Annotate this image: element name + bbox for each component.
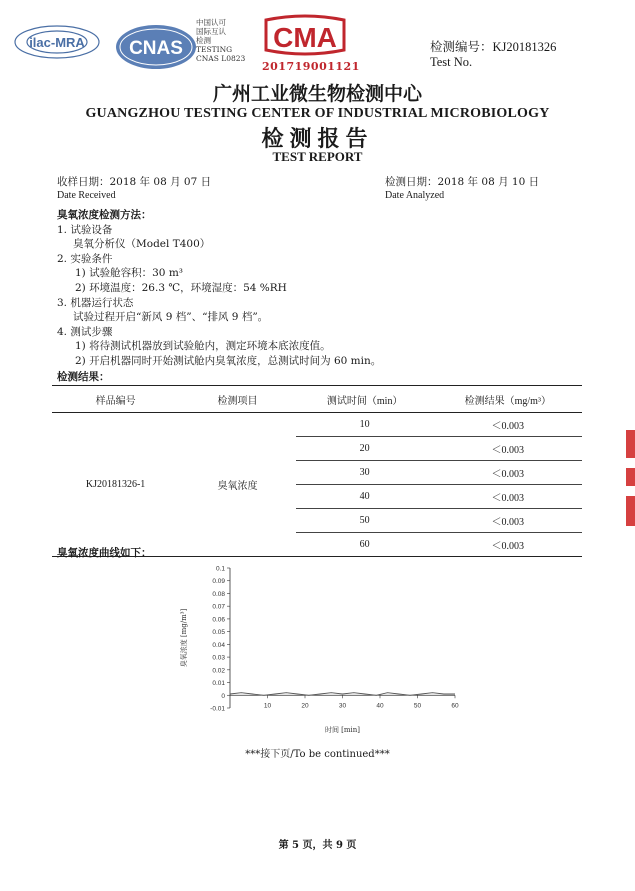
test-time: 60: [296, 533, 434, 557]
test-time: 30: [296, 461, 434, 485]
x-tick-label: 60: [451, 702, 459, 710]
ozone-concentration-chart: [170, 560, 470, 740]
test-no-label-en: Test No.: [430, 55, 473, 69]
test-no-label: 检测编号：: [430, 39, 493, 54]
x-tick-label: 40: [376, 702, 384, 710]
y-tick-label: 0.03: [212, 654, 225, 662]
date-analyzed-en: Date Analyzed: [385, 190, 445, 201]
test-no-value: KJ20181326: [492, 40, 557, 54]
page-number: 第 5 页，共 9 页: [278, 840, 357, 851]
y-tick-label: -0.01: [210, 705, 225, 713]
y-tick-label: 0.02: [212, 667, 225, 675]
x-tick-label: 50: [413, 702, 422, 710]
cma-text: CMA: [273, 22, 337, 53]
cnas-caption-line: 国际互认: [196, 27, 226, 36]
ilac-text: ilac-MRA: [29, 35, 85, 50]
test-time: 50: [296, 509, 434, 533]
method-detail: 1) 试验舱容积：30 m³: [75, 267, 183, 280]
date-received: [57, 176, 211, 202]
method-step: 3. 机器运行状态: [57, 296, 134, 309]
test-time: 20: [296, 437, 434, 461]
curve-heading: 臭氧浓度曲线如下：: [57, 547, 152, 559]
y-tick-label: 0.05: [212, 629, 225, 637]
org-title-en: GUANGZHOU TESTING CENTER OF INDUSTRIAL MICROBIOLOGY: [85, 106, 550, 121]
table-header-row: [52, 386, 582, 413]
table-row: [52, 413, 582, 437]
method-detail: 1) 将待测试机器放到试验舱内，测定环境本底浓度值。: [75, 340, 331, 353]
y-tick-label: 0.04: [212, 641, 225, 649]
cma-number: 201719001121: [262, 60, 360, 73]
column-header: 测试时间（min）: [296, 386, 434, 413]
y-tick-label: 0: [221, 692, 225, 700]
cnas-text: CNAS: [129, 38, 183, 59]
report-title-en: TEST REPORT: [272, 149, 363, 164]
x-tick-label: 20: [301, 702, 309, 710]
cnas-caption: [196, 18, 256, 63]
cnas-caption-line: 中国认可: [196, 18, 226, 27]
method-detail: 2) 开启机器同时开始测试舱内臭氧浓度，总测试时间为 60 min。: [75, 354, 382, 367]
column-header: 样品编号: [52, 386, 179, 413]
method-detail: 试验过程开启“新风 9 档”、“排风 9 档”。: [73, 311, 269, 324]
stamp-edge: [626, 430, 635, 540]
test-result: ＜0.003: [434, 485, 582, 509]
method-step: 1. 试验设备: [57, 223, 113, 236]
y-tick-label: 0.09: [212, 578, 225, 586]
test-time: 10: [296, 413, 434, 437]
org-title-cn: 广州工业微生物检测中心: [212, 83, 422, 105]
date-received-cn: 收样日期：2018 年 08 月 07 日: [57, 176, 212, 188]
method-heading: 臭氧浓度检测方法：: [57, 209, 152, 221]
date-received-en: Date Received: [57, 190, 116, 201]
date-analyzed: [385, 176, 539, 202]
cnas-caption-line: CNAS L0823: [196, 54, 246, 63]
column-header: 检测项目: [179, 386, 296, 413]
method-detail: 2) 环境温度：26.3 ℃，环境湿度：54 %RH: [75, 281, 287, 294]
continued-note: ***接下页/To be continued***: [245, 749, 390, 760]
test-result: ＜0.003: [434, 437, 582, 461]
x-tick-label: 30: [338, 702, 347, 710]
report-title-cn: 检测报告: [261, 126, 374, 152]
cnas-logo: [115, 22, 197, 72]
test-result: ＜0.003: [434, 461, 582, 485]
method-detail: 臭氧分析仪（Model T400）: [73, 238, 211, 251]
cnas-caption-line: TESTING: [196, 45, 233, 54]
test-result: ＜0.003: [434, 509, 582, 533]
test-time: 40: [296, 485, 434, 509]
column-header: 检测结果（mg/m³）: [434, 386, 582, 413]
test-result: ＜0.003: [434, 413, 582, 437]
y-tick-label: 0.1: [215, 565, 225, 573]
x-axis-label: 时间 [min]: [324, 726, 361, 734]
y-tick-label: 0.07: [212, 603, 225, 611]
results-heading: 检测结果：: [57, 371, 110, 383]
method-step: 4. 测试步骤: [57, 325, 113, 338]
results-table: [52, 385, 582, 557]
cnas-caption-line: 检测: [196, 36, 211, 45]
x-tick-label: 10: [263, 702, 272, 710]
y-tick-label: 0.06: [212, 616, 225, 624]
ilac-mra-logo: [12, 22, 102, 62]
sample-id: KJ20181326-1: [52, 413, 179, 557]
test-result: ＜0.003: [434, 533, 582, 557]
test-item: 臭氧浓度: [179, 413, 296, 557]
test-number: [430, 37, 556, 70]
y-tick-label: 0.08: [212, 590, 225, 598]
method-step: 2. 实验条件: [57, 252, 113, 265]
date-analyzed-cn: 检测日期：2018 年 08 月 10 日: [385, 176, 540, 188]
y-axis-label: 臭氧浓度 [mg/m³]: [180, 608, 188, 668]
y-tick-label: 0.01: [212, 680, 225, 688]
test-method: [57, 208, 381, 369]
